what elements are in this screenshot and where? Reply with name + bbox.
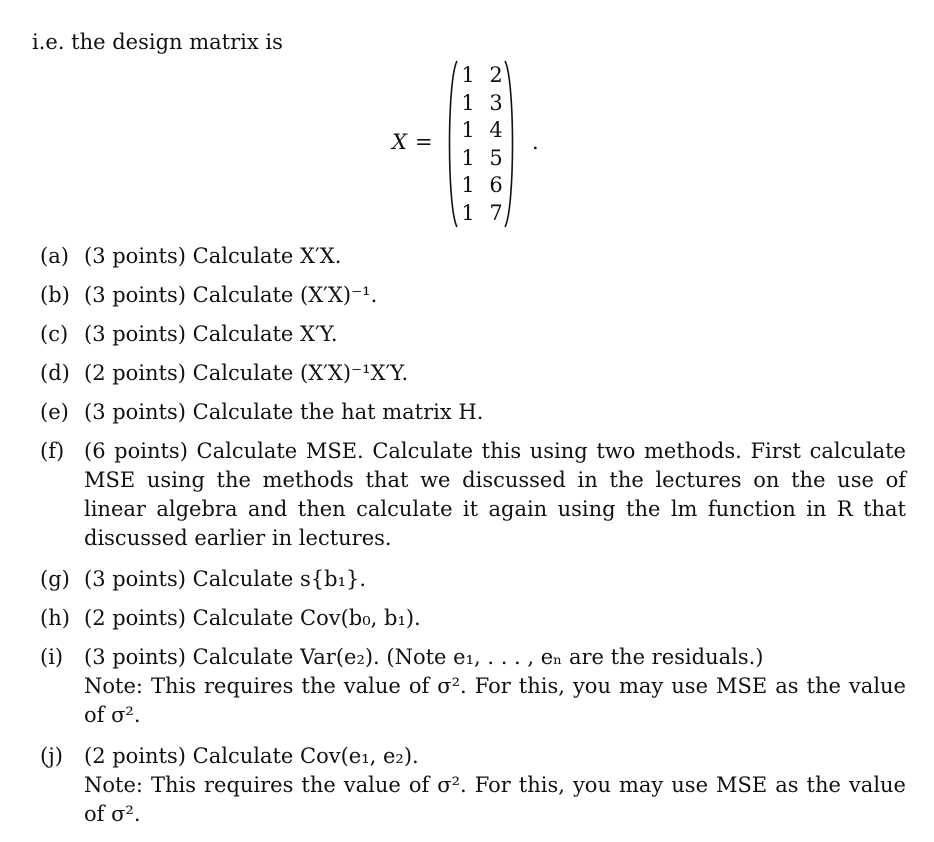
question-j [40, 742, 906, 829]
question-text: Calculate (X′X)⁻¹X′Y. [192, 361, 409, 385]
question-points: (3 points) [84, 400, 186, 424]
question-points: (2 points) [84, 606, 186, 630]
design-matrix [392, 60, 552, 228]
left-parenthesis [446, 60, 458, 228]
question-text: Calculate (X′X)⁻¹. [192, 283, 378, 307]
question-d [40, 359, 906, 388]
intro-text: i.e. the design matrix is [32, 30, 283, 54]
right-parenthesis [504, 60, 516, 228]
question-text: Calculate Cov(e₁, e₂). [192, 744, 419, 768]
question-text: Calculate s{b₁}. [192, 567, 367, 591]
question-f [40, 437, 906, 553]
question-note: Note: This requires the value of σ². For this, you may use MSE as the value of σ². [84, 674, 906, 727]
question-g [40, 565, 906, 594]
matrix-variable: X = [392, 130, 433, 154]
question-label: (d) [40, 361, 70, 385]
question-text: Calculate X′X. [192, 244, 342, 268]
matrix-row: 1 2 [461, 63, 503, 87]
question-points: (2 points) [84, 361, 186, 385]
question-a [40, 242, 906, 271]
question-points: (2 points) [84, 744, 186, 768]
question-label: (a) [40, 244, 69, 268]
question-points: (3 points) [84, 244, 186, 268]
question-h [40, 604, 906, 633]
matrix-row: 1 6 [461, 173, 503, 197]
question-text: Calculate X′Y. [192, 322, 338, 346]
question-label: (j) [40, 744, 63, 768]
question-list [40, 242, 906, 829]
equals-sign: = [414, 130, 433, 154]
question-label: (b) [40, 283, 70, 307]
question-points: (3 points) [84, 567, 186, 591]
matrix-row: 1 3 [461, 90, 503, 115]
matrix-period: . [532, 130, 539, 154]
question-text: Calculate the hat matrix H. [192, 400, 484, 424]
question-points: (3 points) [84, 283, 186, 307]
matrix-row: 1 4 [461, 118, 503, 142]
question-i [40, 643, 906, 730]
question-label: (f) [40, 439, 65, 463]
question-points: (3 points) [84, 645, 186, 669]
question-label: (h) [40, 606, 70, 630]
question-text: Calculate MSE. Calculate this using two methods. First calculate MSE using the methods that we discussed in the lectures on the use of linear algebra and then calculate it again using the lm function in R that discussed earlier in lectures. [84, 439, 906, 550]
question-text: Calculate Var(e₂). (Note e₁, . . . , eₙ are the residuals.) [192, 645, 764, 669]
question-text: Calculate Cov(b₀, b₁). [192, 606, 421, 630]
matrix-rows [460, 62, 504, 227]
question-points: (6 points) [84, 439, 188, 463]
question-points: (3 points) [84, 322, 186, 346]
question-c [40, 320, 906, 349]
question-label: (e) [40, 400, 69, 424]
matrix-row: 1 7 [461, 200, 503, 225]
question-b [40, 281, 906, 310]
question-label: (c) [40, 322, 69, 346]
question-e [40, 398, 906, 427]
matrix-row: 1 5 [461, 145, 503, 170]
question-label: (i) [40, 645, 64, 669]
question-label: (g) [40, 567, 70, 591]
question-note: Note: This requires the value of σ². For this, you may use MSE as the value of σ². [84, 773, 906, 826]
